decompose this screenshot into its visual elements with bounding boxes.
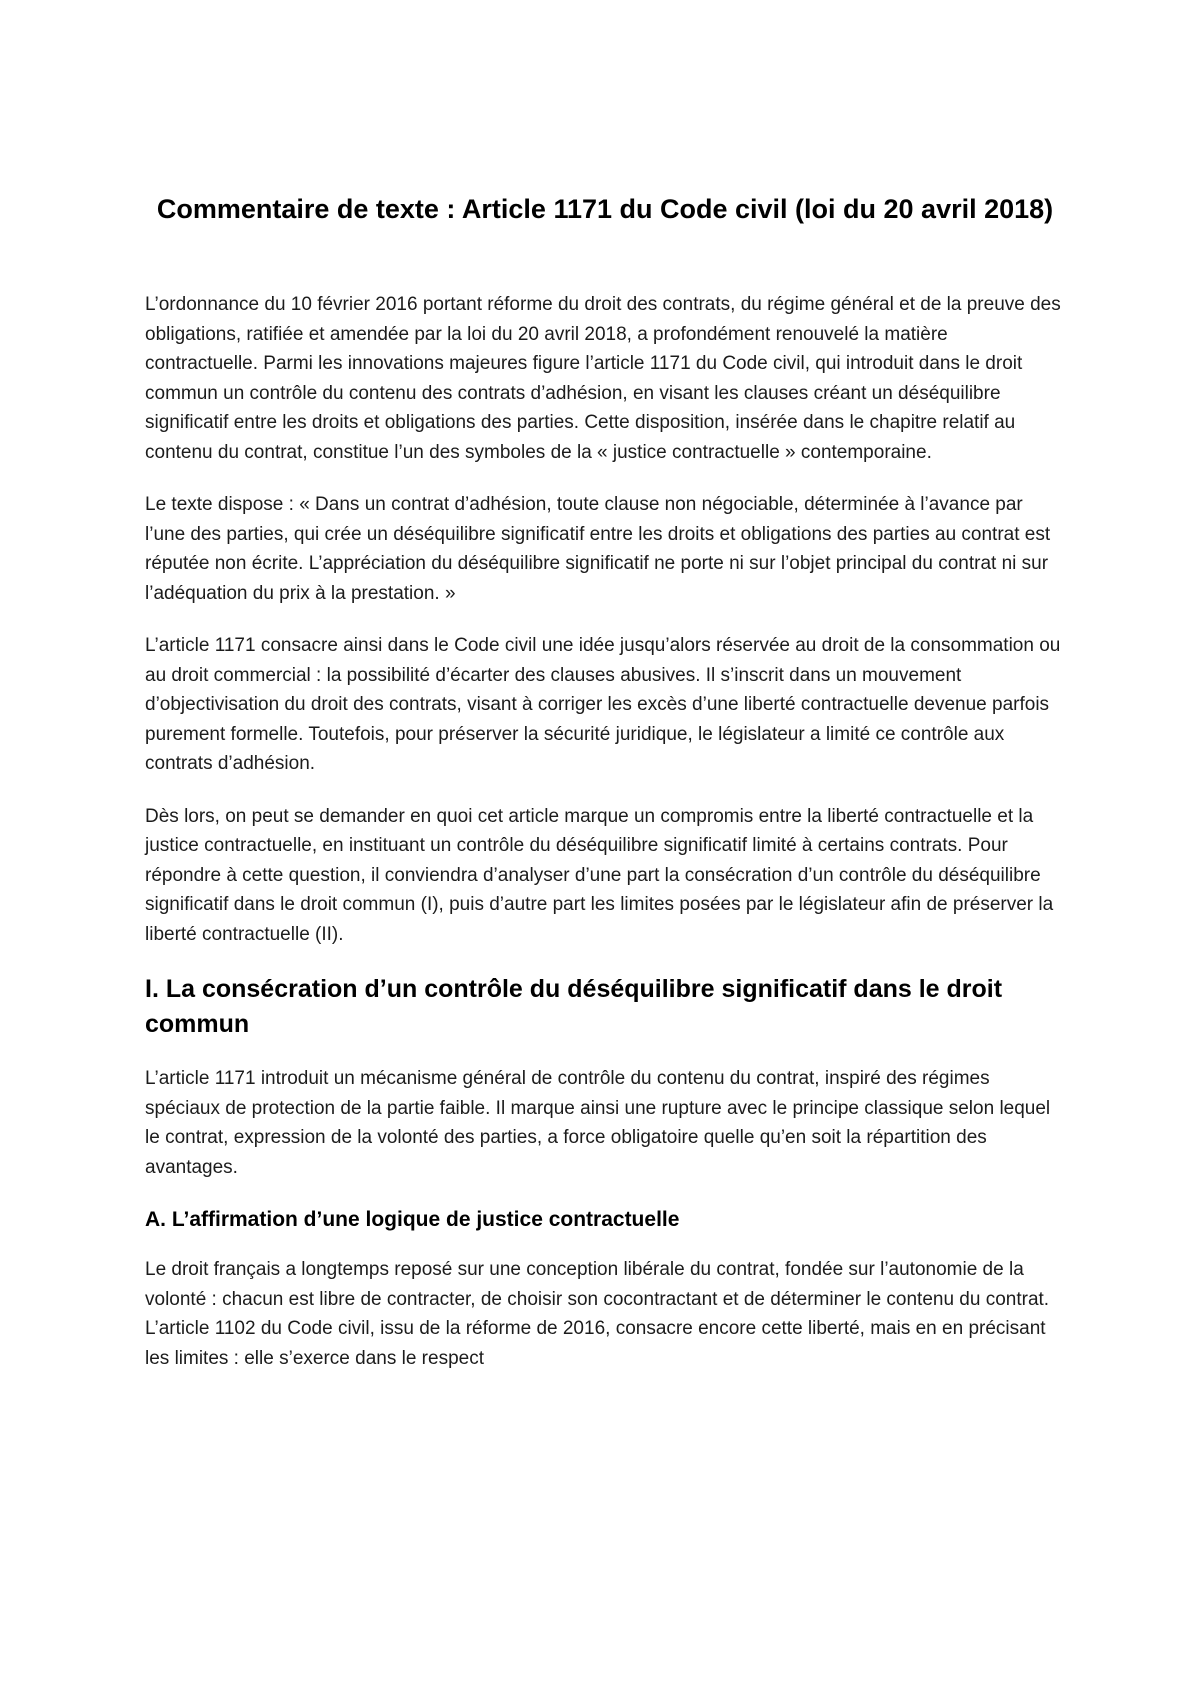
section-a-paragraph: Le droit français a longtemps reposé sur une conception libérale du contrat, fondée sur l’autonomie de la volonté : chacun est libre de contracter, de choisir son cocontractant et de déterminer le contenu du contrat. L’article 1102 du Code civil, issu de la réforme de 2016, consacre encore cette liberté, mais en en précisant les limites : elle s’exerce dans le respect [145,1259,1050,1369]
document-body [145,188,1065,1396]
title-spacing [145,230,1065,290]
document-title: Commentaire de texte : Article 1171 du Code civil (loi du 20 avril 2018) [156,194,1054,224]
intro-paragraph-1: L’ordonnance du 10 février 2016 portant réforme du droit des contrats, du régime général et de la preuve des obligations, ratifiée et amendée par la loi du 20 avril 2018, a profondément renouvelé la matière contractuelle. Parmi les innovations majeures figure l’article 1171 du Code civil, qui introduit dans le droit commun un contrôle du contenu des contrats d’adhésion, en visant les clauses créant un déséquilibre significatif entre les droits et obligations des parties. Cette disposition, insérée dans le chapitre relatif au contenu du contrat, constitue l’un des symboles de la « justice contractuelle » contemporaine. [145,294,1061,463]
part-one-paragraph: L’article 1171 introduit un mécanisme général de contrôle du contenu du contrat, inspiré des régimes spéciaux de protection de la partie faible. Il marque ainsi une rupture avec le principe classique selon lequel le contrat, expression de la volonté des parties, a force obligatoire quelle qu’en soit la répartition des avantages. [145,1068,1051,1178]
intro-paragraph-problematic: Dès lors, on peut se demander en quoi cet article marque un compromis entre la liberté contractuelle et la justice contractuelle, en instituant un contrôle du déséquilibre significatif limité à certains contrats. Pour répondre à cette question, il conviendra d’analyser d’une part la consécration d’un contrôle du déséquilibre significatif dans le droit commun (I), puis d’autre part les limites posées par le législateur afin de préserver la liberté contractuelle (II). [145,805,1054,945]
section-a-heading: A. L’affirmation d’une logique de justice contractuelle [145,1208,680,1231]
intro-paragraph-quote: Le texte dispose : « Dans un contrat d’adhésion, toute clause non négociable, déterminée à l’avance par l’une des parties, qui crée un déséquilibre significatif entre les droits et obligations des parties au contrat est réputée non écrite. L’appréciation du déséquilibre significatif ne porte ni sur l’objet principal du contrat ni sur l’adéquation du prix à la prestation. » [145,494,1051,604]
intro-paragraph-3: L’article 1171 consacre ainsi dans le Code civil une idée jusqu’alors réservée au droit de la consommation ou au droit commercial : la possibilité d’écarter des clauses abusives. Il s’inscrit dans un mouvement d’objectivisation du droit des contrats, visant à corriger les excès d’une liberté contractuelle devenue parfois purement formelle. Toutefois, pour préserver la sécurité juridique, le législateur a limité ce contrôle aux contrats d’adhésion. [145,635,1061,774]
part-one-heading: I. La consécration d’un contrôle du déséquilibre significatif dans le droit commun [145,975,1003,1038]
